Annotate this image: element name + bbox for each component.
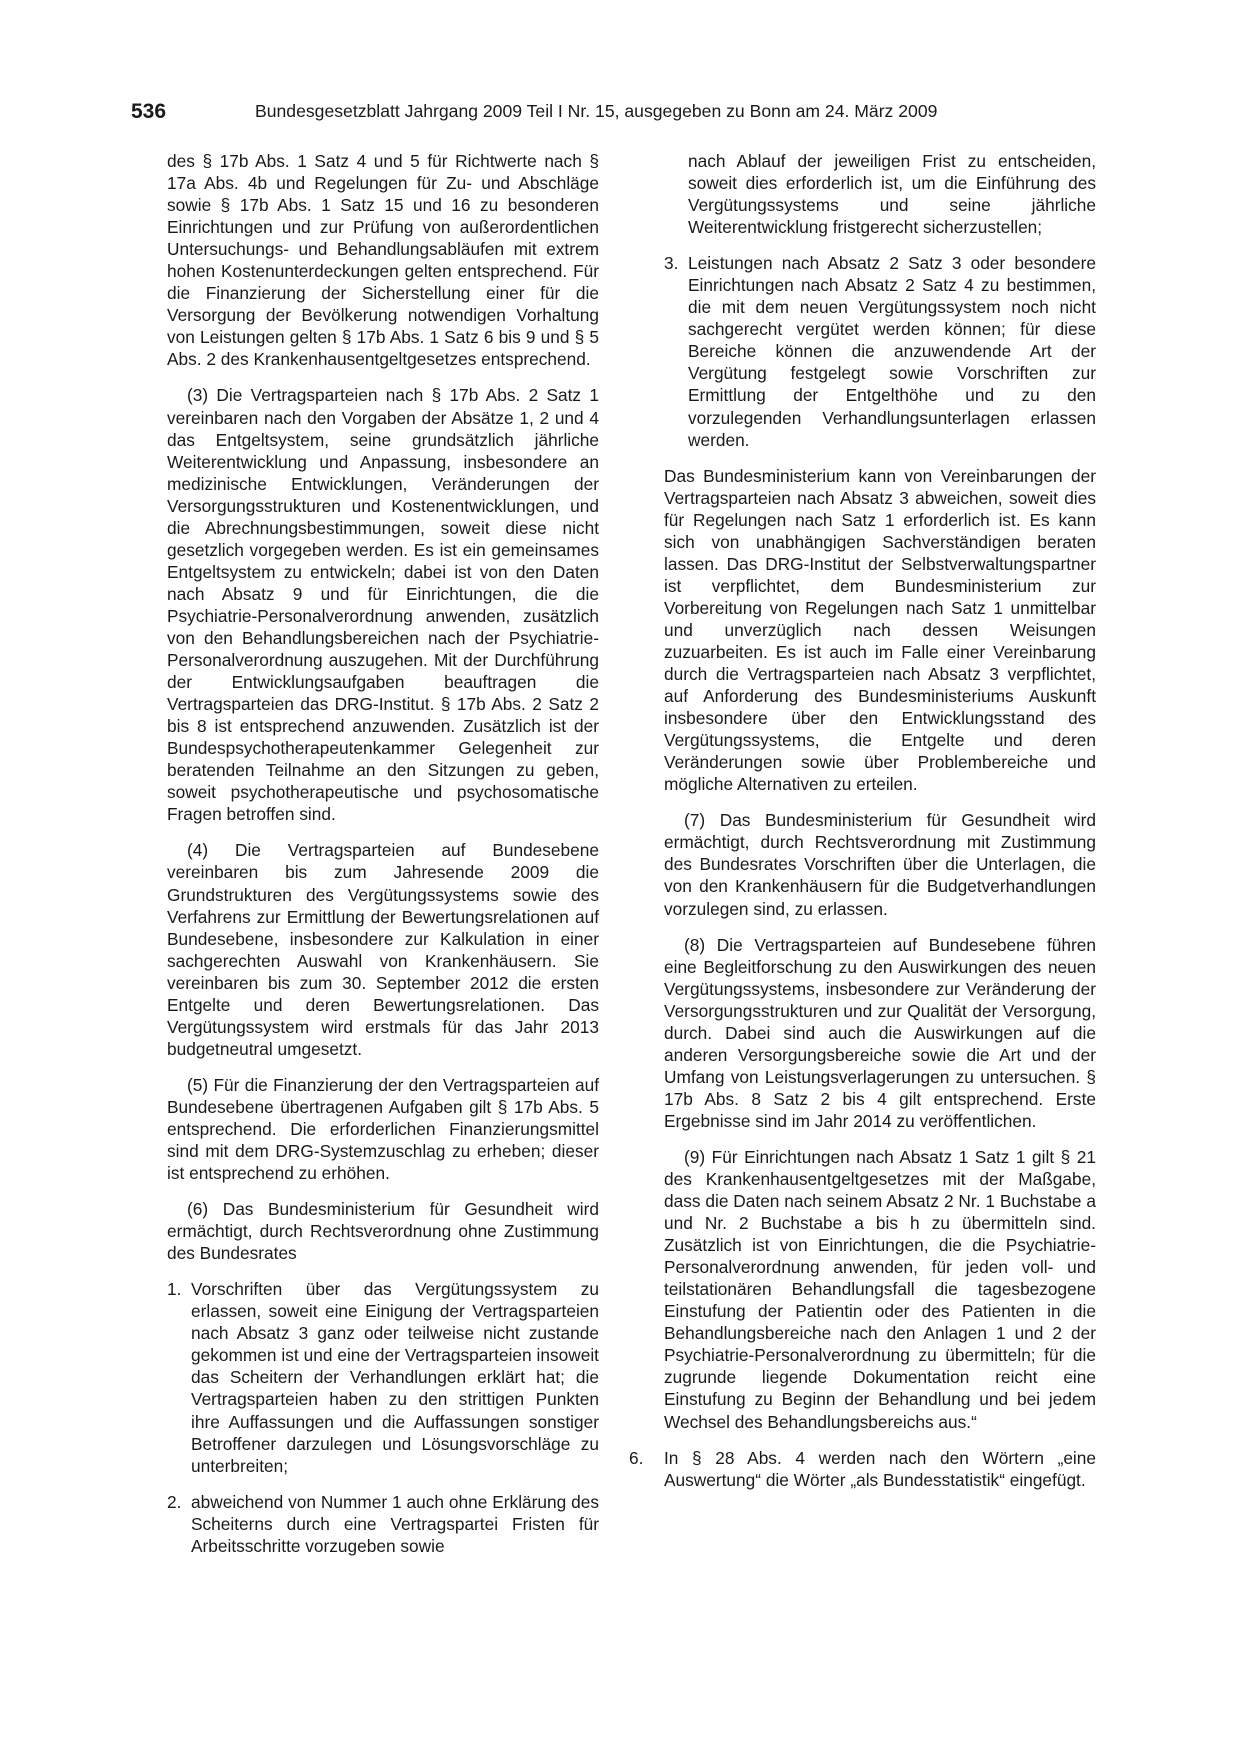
list-number: 6. [629,1447,644,1468]
list-item-text: Vorschriften über das Vergütungssystem zu erlassen, soweit eine Einigung der Vertragsparteien nach Absatz 3 ganz oder teilweise nicht zustande gekommen ist und eine der Vertragsparteien insoweit das Scheitern der Verhandlungen erklärt hat; die Vertragsparteien haben zu den strittigen Punkten ihre Auffassungen und die Auffassungen sonstiger Betroffener darzulegen und Lösungsvorschläge zu unterbreiten; [191,1279,599,1476]
left-column [167,150,599,1571]
list-item-text: nach Ablauf der jeweiligen Frist zu entscheiden, soweit dies erforderlich ist, um die Einführung des Vergütungssystems und seine jährliche Weiterentwicklung fristgerecht sicherzustellen; [688,151,1096,238]
paragraph-5: (5) Für die Finanzierung der den Vertragsparteien auf Bundesebene übertragenen Aufgaben gilt § 17b Abs. 5 entsprechend. Die erforderlichen Finanzierungsmittel sind mit dem DRG-Systemzuschlag zu erheben; dieser ist entsprechend zu erhöhen. [167,1074,599,1184]
list-item-6 [629,1447,1096,1491]
list-item-2-continued [664,150,1096,238]
paragraph-9: (9) Für Einrichtungen nach Absatz 1 Satz 1 gilt § 21 des Krankenhausentgeltgesetzes mit der Maßgabe, dass die Daten nach seinem Absatz 2 Nr. 1 Buchstabe a und Nr. 2 Buchstabe a bis h zu übermitteln sind. Zusätzlich ist von Einrichtungen, die die Psychiatrie-Personalverordnung anwenden, für jeden voll- und teilstationären Behandlungsfall die tagesbezogene Einstufung der Patientin oder des Patienten in die Behandlungsbereiche nach den Anlagen 1 und 2 der Psychiatrie-Personalverordnung zu übermitteln; für die zugrunde liegende Dokumentation reicht eine Einstufung zu Beginn der Behandlung und bei jedem Wechsel des Behandlungsbereichs aus.“ [664,1146,1096,1432]
list-item-text: Leistungen nach Absatz 2 Satz 3 oder besondere Einrichtungen nach Absatz 2 Satz 4 zu bestimmen, die mit dem neuen Vergütungssystem noch nicht sachgerecht vergütet werden können; für diese Bereiche können die anzuwendende Art der Vergütung festgelegt sowie Vorschriften zur Ermittlung der Entgelthöhe und zu den vorzulegenden Verhandlungsunterlagen erlassen werden. [688,253,1096,450]
paragraph-8: (8) Die Vertragsparteien auf Bundesebene führen eine Begleitforschung zu den Auswirkungen des neuen Vergütungssystems, insbesondere zur Veränderung der Versorgungsstrukturen und zur Qualität der Versorgung, durch. Dabei sind auch die Auswirkungen auf die anderen Versorgungsbereiche sowie die Art und der Umfang von Leistungsverlagerungen zu untersuchen. § 17b Abs. 8 Satz 2 bis 4 gilt entsprechend. Erste Ergebnisse sind im Jahr 2014 zu veröffentlichen. [664,934,1096,1131]
list-item-1 [167,1278,599,1476]
list-item-3 [664,252,1096,450]
paragraph-continuation: des § 17b Abs. 1 Satz 4 und 5 für Richtwerte nach § 17a Abs. 4b und Regelungen für Zu- und Abschläge sowie § 17b Abs. 1 Satz 15 und 16 zu besonderen Einrichtungen und zur Prüfung von außerordentlichen Untersuchungs- und Behandlungsabläufen mit extrem hohen Kostenunterdeckungen gelten entsprechend. Für die Finanzierung der Sicherstellung einer für die Versorgung der Bevölkerung notwendigen Vorhaltung von Leistungen gelten § 17b Abs. 1 Satz 6 bis 9 und § 5 Abs. 2 des Krankenhausentgeltgesetzes entsprechend. [167,151,599,370]
paragraph-ministry: Das Bundesministerium kann von Vereinbarungen der Vertragsparteien nach Absatz 3 abweichen, soweit dies für Regelungen nach Satz 1 erforderlich ist. Es kann sich von unabhängigen Sachverständigen beraten lassen. Das DRG-Institut der Selbstverwaltungspartner ist verpflichtet, dem Bundesministerium zur Vorbereitung von Regelungen nach Satz 1 unmittelbar und unverzüglich nach dessen Weisungen zuzuarbeiten. Es ist auch im Falle einer Vereinbarung durch die Vertragsparteien nach Absatz 3 verpflichtet, auf Anforderung des Bundesministeriums Auskunft insbesondere über den Entwicklungsstand des Vergütungssystems, die Entgelte und deren Veränderungen sowie über Problembereiche und mögliche Alternativen zu erteilen. [664,465,1096,795]
page-header [131,100,1116,130]
paragraph-6: (6) Das Bundesministerium für Gesundheit wird ermächtigt, durch Rechtsverordnung ohne Zustimmung des Bundesrates [167,1199,599,1264]
list-number: 2. [167,1491,182,1512]
list-item-text: abweichend von Nummer 1 auch ohne Erklärung des Scheiterns durch eine Vertragspartei Fristen für Arbeitsschritte vorzugeben sowie [191,1491,599,1556]
running-head: Bundesgesetzblatt Jahrgang 2009 Teil I Nr. 15, ausgegeben zu Bonn am 24. März 2009 [255,101,938,121]
list-item-text: In § 28 Abs. 4 werden nach den Wörtern „eine Auswertung“ die Wörter „als Bundesstatistik“ eingefügt. [664,1447,1096,1490]
page-number: 536 [131,100,167,123]
paragraph-7: (7) Das Bundesministerium für Gesundheit wird ermächtigt, durch Rechtsverordnung mit Zustimmung des Bundesrates Vorschriften über die Unterlagen, die von den Krankenhäusern für die Budgetverhandlungen vorzulegen sind, zu erlassen. [664,810,1096,919]
right-column [629,150,1096,1505]
list-number: 1. [167,1279,182,1300]
list-item-2 [167,1491,599,1557]
paragraph-3: (3) Die Vertragsparteien nach § 17b Abs. 2 Satz 1 vereinbaren nach den Vorgaben der Absätze 1, 2 und 4 das Entgeltsystem, seine grundsätzlich jährliche Weiterentwicklung und Anpassung, insbesondere an medizinische Entwicklungen, Veränderungen der Versorgungsstrukturen und Kostenentwicklungen, und die Abrechnungsbestimmungen, soweit diese nicht gesetzlich vorgegeben werden. Es ist ein gemeinsames Entgeltsystem zu entwickeln; dabei ist von den Daten nach Absatz 9 und für Einrichtungen, die die Psychiatrie-Personalverordnung anwenden, zusätzlich von den Behandlungsbereichen nach der Psychiatrie-Personalverordnung auszugehen. Mit der Durchführung der Entwicklungsaufgaben beauftragen die Vertragsparteien das DRG-Institut. § 17b Abs. 2 Satz 2 bis 8 ist entsprechend anzuwenden. Zusätzlich ist der Bundespsychotherapeutenkammer Gelegenheit zur beratenden Teilnahme an den Sitzungen zu geben, soweit psychotherapeutische und psychosomatische Fragen betroffen sind. [167,385,599,825]
paragraph-4: (4) Die Vertragsparteien auf Bundesebene vereinbaren bis zum Jahresende 2009 die Grundstrukturen des Vergütungssystems sowie des Verfahrens zur Ermittlung der Bewertungsrelationen auf Bundesebene, insbesondere zur Kalkulation in einer sachgerechten Auswahl von Krankenhäusern. Sie vereinbaren bis zum 30. September 2012 die ersten Entgelte und deren Bewertungsrelationen. Das Vergütungssystem wird erstmals für das Jahr 2013 budgetneutral umgesetzt. [167,840,599,1059]
list-number: 3. [664,253,679,274]
